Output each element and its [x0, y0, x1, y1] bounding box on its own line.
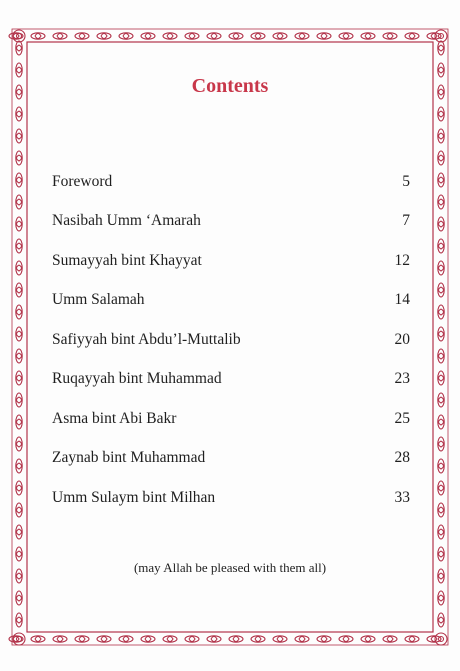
closing-note: (may Allah be pleased with them all): [133, 560, 327, 575]
border-ornament: [409, 34, 415, 39]
toc-row[interactable]: [52, 360, 414, 400]
border-ornament: [439, 45, 444, 51]
border-ornament: [17, 221, 22, 227]
border-ornament: [277, 637, 283, 642]
border-ornament: [439, 419, 444, 425]
border-ornament: [439, 617, 444, 623]
border-ornament: [439, 397, 444, 403]
border-ornament: [255, 637, 261, 642]
toc-entry-title: Safiyyah bint Abdu’l-Muttalib: [52, 330, 241, 348]
border-ornament: [101, 34, 107, 39]
border-ornament: [387, 637, 393, 642]
border-ornament: [277, 34, 283, 39]
toc-entry-page: 23: [394, 370, 410, 388]
border-ornament: [439, 155, 444, 161]
border-ornament: [123, 637, 129, 642]
border-ornament: [57, 34, 63, 39]
border-ornament: [365, 637, 371, 642]
border-ornament: [409, 637, 415, 642]
border-ornament: [145, 34, 151, 39]
border-ornament: [233, 34, 239, 39]
toc-entry-page: 33: [394, 488, 410, 506]
toc-row[interactable]: [52, 241, 414, 281]
border-ornament: [167, 637, 173, 642]
border-ornament: [439, 67, 444, 73]
border-ornament: [17, 463, 22, 469]
border-ornament: [343, 637, 349, 642]
border-ornament: [79, 637, 85, 642]
border-ornament: [17, 265, 22, 271]
border-ornament: [167, 34, 173, 39]
border-ornament: [321, 34, 327, 39]
border-ornament: [365, 34, 371, 39]
page-title: Contents: [191, 75, 269, 97]
border-ornament: [439, 221, 444, 227]
toc-row[interactable]: [52, 478, 414, 518]
border-ornament: [17, 397, 22, 403]
toc-entry-title: Ruqayyah bint Muhammad: [52, 370, 222, 388]
border-ornament: [35, 34, 41, 39]
table-of-contents: [52, 162, 414, 518]
border-ornament: [439, 507, 444, 513]
border-ornament: [17, 199, 22, 205]
border-ornament: [17, 309, 22, 315]
border-ornament: [17, 243, 22, 249]
toc-entry-page: 7: [402, 212, 410, 230]
toc-row[interactable]: [52, 202, 414, 242]
border-ornament: [439, 265, 444, 271]
border-ornament: [439, 331, 444, 337]
toc-entry-page: 20: [394, 330, 410, 348]
toc-row[interactable]: [52, 439, 414, 479]
toc-row[interactable]: [52, 162, 414, 202]
toc-row[interactable]: [52, 399, 414, 439]
border-ornament: [17, 111, 22, 117]
border-ornament: [17, 617, 22, 623]
toc-entry-title: Asma bint Abi Bakr: [52, 409, 177, 427]
border-ornament: [233, 637, 239, 642]
border-ornament: [439, 595, 444, 601]
border-ornament: [101, 637, 107, 642]
border-ornament: [35, 637, 41, 642]
border-ornament: [439, 485, 444, 491]
border-ornament: [57, 637, 63, 642]
toc-entry-page: 12: [394, 251, 410, 269]
border-ornament: [299, 34, 305, 39]
toc-entry-title: Foreword: [52, 172, 113, 190]
border-ornament: [211, 34, 217, 39]
border-ornament: [431, 637, 437, 642]
toc-row[interactable]: [52, 281, 414, 321]
border-ornament: [321, 637, 327, 642]
border-ornament: [439, 177, 444, 183]
border-ornament: [17, 45, 22, 51]
border-ornament: [17, 133, 22, 139]
border-ornament: [439, 551, 444, 557]
border-ornament: [439, 287, 444, 293]
toc-entry-page: 28: [394, 449, 410, 467]
border-ornament: [17, 177, 22, 183]
border-ornament: [17, 419, 22, 425]
border-ornament: [439, 375, 444, 381]
border-ornament: [123, 34, 129, 39]
border-ornament: [431, 34, 437, 39]
border-ornament: [299, 637, 305, 642]
border-ornament: [439, 243, 444, 249]
border-ornament: [439, 309, 444, 315]
toc-entry-title: Umm Salamah: [52, 291, 145, 309]
border-ornament: [17, 287, 22, 293]
border-ornament: [387, 34, 393, 39]
toc-entry-title: Sumayyah bint Khayyat: [52, 251, 202, 269]
border-ornament: [17, 551, 22, 557]
border-ornament: [17, 485, 22, 491]
border-ornament: [17, 441, 22, 447]
border-ornament: [255, 34, 261, 39]
border-ornament: [189, 637, 195, 642]
border-ornament: [145, 637, 151, 642]
border-ornament: [17, 375, 22, 381]
border-ornament: [17, 529, 22, 535]
toc-entry-page: 5: [402, 172, 410, 190]
toc-entry-title: Nasibah Umm ‘Amarah: [52, 212, 201, 230]
border-ornament: [439, 529, 444, 535]
toc-entry-title: Umm Sulaym bint Milhan: [52, 488, 216, 506]
toc-entry-page: 25: [394, 409, 410, 427]
border-ornament: [343, 34, 349, 39]
border-ornament: [439, 133, 444, 139]
border-ornament: [439, 441, 444, 447]
toc-entry-page: 14: [394, 291, 410, 309]
border-ornament: [439, 463, 444, 469]
border-ornament: [211, 637, 217, 642]
toc-entry-title: Zaynab bint Muhammad: [52, 449, 206, 467]
border-ornament: [439, 199, 444, 205]
border-ornament: [17, 353, 22, 359]
border-ornament: [17, 507, 22, 513]
border-ornament: [17, 595, 22, 601]
border-ornament: [17, 155, 22, 161]
border-ornament: [189, 34, 195, 39]
border-ornament: [17, 331, 22, 337]
border-ornament: [439, 353, 444, 359]
border-ornament: [79, 34, 85, 39]
border-ornament: [17, 67, 22, 73]
toc-row[interactable]: [52, 320, 414, 360]
border-ornament: [439, 111, 444, 117]
